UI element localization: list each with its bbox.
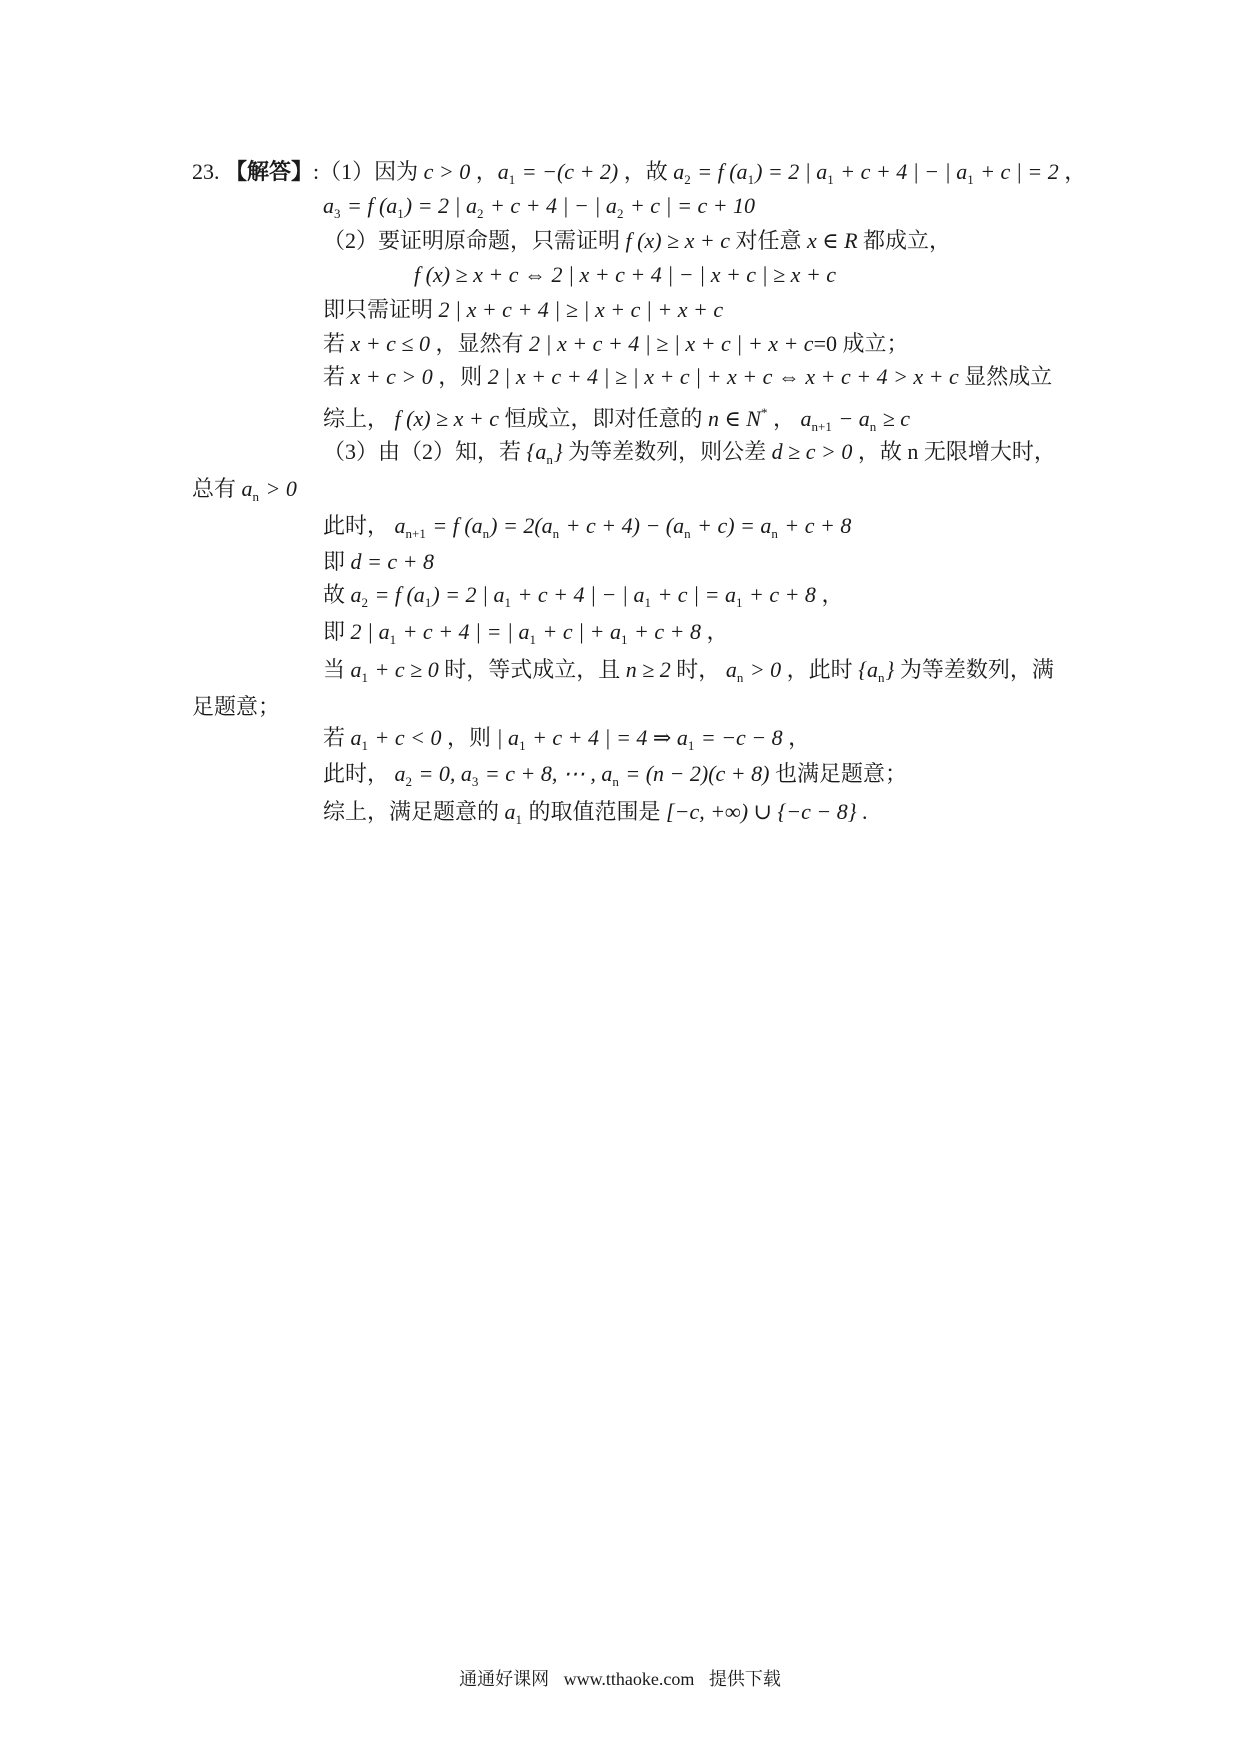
subscript: 1	[529, 632, 536, 647]
math-segment: = 0, a	[413, 761, 472, 786]
subscript: n	[612, 774, 619, 789]
math-segment: + c) = a	[691, 513, 772, 538]
math-segment: + c + 4) − (a	[560, 513, 685, 538]
text-segment: 为等差数列，满	[894, 657, 1054, 682]
math-segment: a	[497, 159, 509, 184]
footer-download-note: 提供下载	[708, 1669, 781, 1689]
subscript: n	[546, 452, 553, 467]
solution-line-9	[323, 439, 1056, 473]
math-segment: a	[394, 761, 406, 786]
math-segment: 2 | x + c + 4 | ≥ | x + c | + x + c ⇔ x + c + 4 > x + c	[487, 364, 959, 389]
math-segment: a	[725, 657, 737, 682]
text-segment: 足题意；	[192, 694, 281, 719]
math-segment: a	[800, 406, 812, 431]
subscript: 3	[471, 774, 479, 789]
subscript: 1	[397, 206, 404, 221]
text-segment: 恒成立，即对任意的	[499, 406, 709, 431]
math-segment: = f (a	[341, 193, 398, 218]
text-segment: ，	[1058, 159, 1087, 184]
math-segment: a	[323, 193, 334, 218]
math-segment: ) = 2 | a	[432, 582, 505, 607]
math-segment: > 0	[260, 476, 297, 501]
solution-line-10	[192, 476, 297, 510]
subscript: 2	[616, 206, 624, 221]
text-segment: 综上，	[323, 406, 395, 431]
solution-line-14	[323, 619, 728, 653]
text-segment: 显然成立	[958, 364, 1053, 389]
math-segment: + c + 8	[743, 582, 816, 607]
math-segment: ) = 2(a	[490, 513, 553, 538]
solution-line-16	[192, 694, 280, 720]
subscript: 2	[361, 595, 369, 610]
math-segment: {a	[858, 657, 878, 682]
solution-line-11	[323, 513, 851, 547]
math-segment: = −c − 8	[695, 725, 783, 750]
text-segment: 也满足题意；	[769, 761, 907, 786]
text-segment: ，	[767, 406, 801, 431]
subscript: n	[552, 526, 560, 541]
subscript: n+1	[405, 526, 426, 541]
subscript: n	[878, 670, 885, 685]
math-segment: + c | = c + 10	[624, 193, 756, 218]
subscript: 3	[334, 206, 341, 221]
text-segment: :（1）因为	[313, 159, 424, 184]
math-segment: a	[350, 582, 362, 607]
math-segment: n ≥ 2	[625, 657, 671, 682]
text-segment: （2）要证明原命题，只需证明	[323, 228, 626, 253]
text-segment: ，	[700, 619, 729, 644]
math-segment: f (x) ≥ x + c	[625, 228, 730, 253]
subscript: 1	[424, 595, 432, 610]
text-segment: 故	[323, 582, 351, 607]
subscript: 1	[504, 595, 512, 610]
subscript: n	[684, 526, 691, 541]
math-segment: = −(c + 2)	[516, 159, 619, 184]
math-segment: a	[350, 725, 362, 750]
text-segment: 的取值范围是	[523, 799, 667, 824]
math-segment: x + c > 0	[350, 364, 433, 389]
subscript: 2	[405, 774, 413, 789]
math-segment: + c | = 2	[974, 159, 1059, 184]
text-segment: 若	[323, 364, 351, 389]
text-segment: 若	[323, 331, 351, 356]
subscript: 1	[687, 738, 695, 753]
math-segment: + c + 8	[778, 513, 852, 538]
text-segment: 时，	[670, 657, 726, 682]
math-segment: > 0	[744, 657, 782, 682]
text-segment: 此时，	[323, 513, 395, 538]
math-segment: ) = 2 | a	[755, 159, 828, 184]
text-segment: ，此时	[781, 657, 859, 682]
subscript: 1	[515, 812, 523, 827]
subscript: 1	[361, 670, 369, 685]
text-segment: 都成立，	[857, 228, 952, 253]
text-segment: 综上，满足题意的	[323, 799, 505, 824]
subscript: n	[869, 419, 877, 434]
text-segment: 即	[323, 619, 351, 644]
subscript: 2	[477, 206, 484, 221]
text-segment: ，显然有	[429, 331, 529, 356]
bold-label: 【解答】	[225, 159, 314, 184]
math-segment: 2 | a	[350, 619, 390, 644]
subscript: 1	[389, 632, 397, 647]
math-segment: + c + 4 | = | a	[397, 619, 530, 644]
text-segment: ，故 n 无限增大时，	[852, 439, 1056, 464]
text-segment: 23.	[192, 159, 225, 184]
subscript: 1	[519, 738, 526, 753]
superscript: *	[760, 405, 768, 420]
math-segment: }	[553, 439, 563, 464]
math-segment: = f (a	[369, 582, 425, 607]
footer-site-name: 通通好课网	[459, 1669, 550, 1689]
math-segment: + c ≥ 0	[369, 657, 439, 682]
math-segment: a	[241, 476, 253, 501]
math-segment: 2 | x + c + 4 | ≥ | x + c | + x + c	[528, 331, 814, 356]
math-segment: + c | = a	[651, 582, 736, 607]
subscript: 1	[747, 172, 755, 187]
text-segment: =0 成立；	[813, 331, 909, 356]
text-segment: 为等差数列，则公差	[562, 439, 772, 464]
text-segment: 对任意	[730, 228, 808, 253]
math-segment: 2 | x + c + 4 | ≥ | x + c | + x + c	[438, 297, 724, 322]
solution-line-7	[323, 364, 1052, 390]
text-segment: ，故	[618, 159, 674, 184]
math-segment: c > 0	[423, 159, 471, 184]
solution-line-12	[323, 549, 434, 575]
solution-line-15	[323, 657, 1054, 691]
math-segment: + c + 4 | = 4 ⇒ a	[526, 725, 688, 750]
subscript: 1	[621, 632, 628, 647]
math-segment: n ∈ N	[708, 406, 761, 431]
math-segment: a	[504, 799, 516, 824]
math-segment: = f (a	[691, 159, 748, 184]
text-segment: ，	[815, 582, 844, 607]
math-segment: = c + 8, ⋯ , a	[479, 761, 613, 786]
solution-line-4	[414, 262, 836, 288]
solution-line-6	[323, 331, 909, 357]
math-segment: {a	[526, 439, 547, 464]
solution-line-13	[323, 582, 843, 616]
text-segment: 时，等式成立，且	[438, 657, 626, 682]
math-segment: f (x) ≥ x + c ⇔ 2 | x + c + 4 | − | x + c | ≥ x + c	[414, 262, 837, 287]
math-segment: }	[885, 657, 895, 682]
solution-line-17	[323, 725, 810, 759]
solution-line-2	[323, 193, 755, 227]
math-segment: a	[394, 513, 406, 538]
text-segment: （3）由（2）知，若	[323, 439, 527, 464]
math-segment: + c + 4 | − | a	[484, 193, 617, 218]
subscript: 1	[361, 738, 369, 753]
solution-line-8	[323, 400, 910, 440]
solution-line-18	[323, 761, 907, 795]
math-segment: ) = 2 | a	[404, 193, 478, 218]
text-segment: ，	[782, 725, 811, 750]
math-segment: + c + 4 | − | a	[834, 159, 968, 184]
text-segment: 此时，	[323, 761, 395, 786]
text-segment: 即	[323, 549, 351, 574]
text-segment: 即只需证明	[323, 297, 439, 322]
solution-line-1	[192, 159, 1086, 193]
text-segment: ，则	[432, 364, 488, 389]
subscript: 2	[684, 172, 691, 187]
math-segment: + c + 4 | − | a	[512, 582, 645, 607]
math-segment: a	[673, 159, 685, 184]
text-segment: 当	[323, 657, 351, 682]
subscript: 1	[827, 172, 834, 187]
subscript: n	[482, 526, 490, 541]
footer-url: www.tthaoke.com	[563, 1669, 695, 1689]
math-segment: a	[350, 657, 362, 682]
math-segment: ≥ c	[877, 406, 911, 431]
subscript: 1	[644, 595, 651, 610]
solution-line-5	[323, 297, 723, 323]
text-segment: 若	[323, 725, 351, 750]
subscript: 1	[967, 172, 974, 187]
math-segment: d ≥ c > 0	[771, 439, 853, 464]
page-footer	[0, 1667, 1240, 1691]
math-segment: [−c, +∞) ∪ {−c − 8}	[666, 799, 857, 824]
math-segment: f (x) ≥ x + c	[394, 406, 499, 431]
math-segment: x + c ≤ 0	[350, 331, 430, 356]
text-segment: ，	[470, 159, 498, 184]
math-segment: d = c + 8	[350, 549, 434, 574]
subscript: n	[252, 489, 260, 504]
math-segment: = (n − 2)(c + 8)	[619, 761, 770, 786]
math-segment: + c | + a	[536, 619, 621, 644]
subscript: 1	[735, 595, 743, 610]
math-segment: x ∈ R	[807, 228, 858, 253]
subscript: n	[736, 670, 744, 685]
subscript: 1	[508, 172, 516, 187]
math-segment: − a	[832, 406, 870, 431]
math-segment: + c + 8	[628, 619, 701, 644]
solution-line-3	[323, 228, 951, 254]
math-segment: | a	[496, 725, 520, 750]
solution-line-19	[323, 799, 868, 833]
subscript: n	[771, 526, 778, 541]
text-segment: 总有	[192, 476, 242, 501]
math-segment: + c < 0	[369, 725, 442, 750]
text-segment: .	[856, 799, 868, 824]
math-segment: = f (a	[426, 513, 483, 538]
subscript: n+1	[811, 419, 832, 434]
text-segment: ，则	[441, 725, 497, 750]
